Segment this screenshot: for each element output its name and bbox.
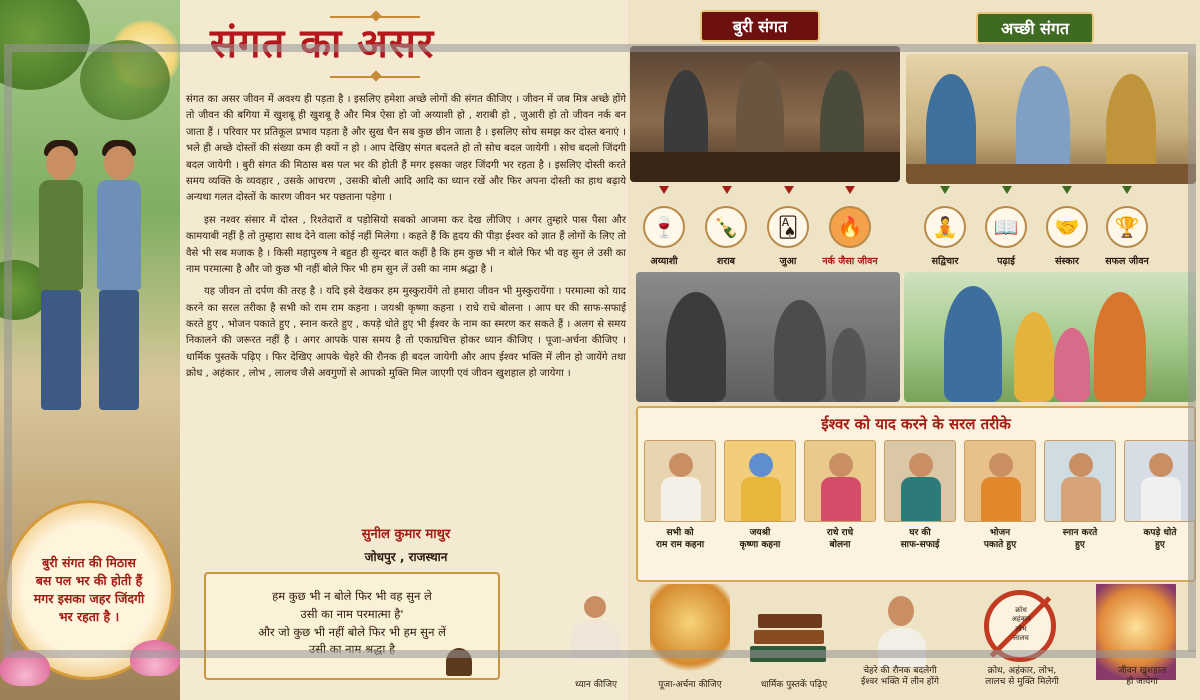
card-radhe <box>804 440 876 522</box>
good-item-label: सफल जीवन <box>1105 256 1149 267</box>
vice-word: लोभ <box>1015 624 1027 633</box>
vice-word: क्रोध <box>1015 606 1027 614</box>
vice-word: अहंकार <box>1011 615 1031 624</box>
card-krishna <box>724 440 796 522</box>
good-item-label: सद्विचार <box>931 256 959 267</box>
arrow-down-icon <box>722 186 732 194</box>
arrow-down-icon <box>845 186 855 194</box>
bottom-label: ध्यान कीजिए <box>574 680 618 690</box>
quote-line: उसी का नाम परमात्मा है' <box>300 606 404 621</box>
card-label: जयश्री कृष्णा कहना <box>739 528 781 550</box>
meditation-icon: 🧘 <box>924 206 966 248</box>
lotus-flower <box>130 640 180 676</box>
meditating-man-icon <box>556 584 636 680</box>
author-block <box>186 524 626 565</box>
overlay-frame-left <box>4 52 12 652</box>
author-name: सुनील कुमार माथुर <box>361 527 451 542</box>
good-item-label: संस्कार <box>1055 256 1079 267</box>
unhappy-family-scene <box>636 272 900 402</box>
card-label: सभी को राम राम कहना <box>655 528 705 550</box>
bottom-label: चेहरे की रौनक बदलेगी ईश्वर भक्ति में लीन होंगे <box>861 666 939 688</box>
quote-line: और जो कुछ भी नहीं बोले फिर भी हम सुन लें <box>258 624 446 639</box>
author-place: जोधपुर , राजस्थान <box>364 550 448 564</box>
arrow-down-icon <box>1002 186 1012 194</box>
card-label: कपड़े धोते हुए <box>1143 528 1177 550</box>
card-label: राधे राधे बोलना <box>826 528 854 550</box>
bad-company-scene <box>630 46 900 182</box>
bottom-label: पूजा-अर्चना कीजिए <box>658 680 722 690</box>
overlay-frame-top <box>4 44 1196 52</box>
vice-word: लालच <box>1013 634 1029 643</box>
drinking-man-icon: 🍷 <box>643 206 685 248</box>
article-paragraph: संगत का असर जीवन में अवश्य ही पड़ता है । इसलिए हमेशा अच्छे लोगों की संगत कीजिए । जीवन में जब मित्र अच्छे होंगे तो जीवन की बगिया में खुशबू ही खुशबू है और मित्र ऐसा हो जो अय्याशी हो , शराबी हो , जुआरी हो तो जीवन नर्क बन जाता हैं । परिवार पर प्रतिकूल प्रभाव पड़ता है और सुख चैन सब कुछ छीन जाता है । इसलिए सोच समझ कर दोस्त बनाएं । भले ही अच्छे दोस्तों की संख्या कम ही क्यों न हो । आप देखिए संगत बदलते हो तो सोच बदल जायेगी । सोच बदलो जिंदगी बदल जायेगी । बुरी संगत की मिठास बस पल भर की होती हैं मगर इसका जहर जिंदगी भर रहता है । इसलिए दोस्ती करते समय व्यक्ति के व्यवहार , उसके आचरण , उसकी बोली आदि आदि का ध्यान रखें और फिर अपना दोस्ती का हाथ बढ़ाये अन्यथा गलत दोस्तों के कारण जीवन भर पछताना पड़ेगा । <box>186 94 626 204</box>
bottom-label: जीवन खुशहाल हो जायेगा <box>1117 666 1167 688</box>
holy-books-icon <box>750 584 830 680</box>
fire-icon: 🔥 <box>829 206 871 248</box>
arrow-down-icon <box>784 186 794 194</box>
liquor-bottle-icon: 🍾 <box>705 206 747 248</box>
card-ram-ram <box>644 440 716 522</box>
card-bathing <box>1044 440 1116 522</box>
card-label: स्नान करते हुए <box>1062 528 1098 550</box>
good-company-banner: अच्छी संगत <box>976 12 1094 44</box>
ways-panel <box>636 406 1196 582</box>
article-paragraph: यह जीवन तो दर्पण की तरह है । यदि इसे देखकर हम मुस्कुरायेंगे तो हमारा जीवन भी मुस्कुरायेंगा । परमात्मा को याद करने का सरल तरीका है सभी को राम राम कहना । जयश्री कृष्णा कहना । राधे राधे बोलना । आप घर की साफ-सफाई करते हुए , भोजन पकाते हुए , स्नान करते हुए , कपड़े धोते हुए भी ईश्वर के नाम का स्मरण कर सकते हैं । अलग से समय निकालने की जरूरत नहीं है । अगर आपके पास समय है तो एकाग्रचित्त होकर ध्यान कीजिए । पूजा-अर्चना कीजिए । धार्मिक पुस्तकें पढ़िए । फिर देखिए आपके चेहरे की रौनक ही बदल जायेगी और आप ईश्वर भक्ति में लीन हो जायेंगे तथा क्रोध , अहंकार , लोभ , लालच जैसे अवगुणों से आपको मुक्ति मिल जाएगी एवं जीवन खुशहाल हो जायेगा । <box>186 286 626 380</box>
trophy-icon: 🏆 <box>1106 206 1148 248</box>
playing-cards-icon: 🂡 <box>767 206 809 248</box>
quote-line: हम कुछ भी न बोले फिर भी वह सुन ले <box>272 589 432 603</box>
good-item-label: पढ़ाई <box>997 256 1015 267</box>
tree-foliage <box>80 40 170 120</box>
bad-item-label: शराब <box>716 256 736 267</box>
bad-item-label: जुआ <box>779 256 797 267</box>
good-company-scene <box>906 54 1196 184</box>
bottom-label: क्रोध, अहंकार, लोभ, लालच से मुक्ति मिलेगी <box>985 666 1059 688</box>
bad-item-label: नर्क जैसा जीवन <box>822 256 878 267</box>
bad-company-banner: बुरी संगत <box>700 10 820 42</box>
card-cooking <box>964 440 1036 522</box>
article-paragraph: इस नश्वर संसार में दोस्त , रिश्तेदारों व पड़ोसियो सबको आजमा कर देख लीजिए । अगर तुम्हारे पास पैसा और कामयाबी नहीं है तो तुम्हारा साथ देने वाला कोई नहीं मिलेगा । कहते हैं कि हृदय की पीड़ा ईश्वर को ज्ञात हैं लोगों के लिए तो वैसे भी सब मजाक है । किसी महापुरुष ने बहुत ही सुन्दर बात कहीं है कि हम कुछ भी न बोले फिर भी वह सुन ले उसी का नाम परमात्मा है और जो कुछ भी नहीं बोले फिर भी हम सुन लें उसी का नाम श्रद्धा है । <box>186 214 626 275</box>
page-title <box>210 14 434 69</box>
happy-family-scene <box>904 272 1196 402</box>
overlay-frame-bottom <box>4 650 1196 658</box>
arrow-down-icon <box>1122 186 1132 194</box>
title-ornament <box>370 70 381 81</box>
arrow-down-icon <box>1062 186 1072 194</box>
card-washing-clothes <box>1124 440 1196 522</box>
card-cleaning <box>884 440 956 522</box>
arrow-down-icon <box>940 186 950 194</box>
puja-shrine-icon <box>650 584 730 680</box>
arrow-down-icon <box>659 186 669 194</box>
medallion-text: बुरी संगत की मिठास बस पल भर की होती हैं मगर इसका जहर जिंदगी भर रहता है । <box>33 554 145 625</box>
overlay-frame-right <box>1188 52 1196 652</box>
handshake-icon: 🤝 <box>1046 206 1088 248</box>
bottom-label: धार्मिक पुस्तकें पढ़िए <box>760 680 828 690</box>
open-book-icon: 📖 <box>985 206 1027 248</box>
ways-title: ईश्वर को याद करने के सरल तरीके <box>821 415 1011 433</box>
article-body <box>186 92 626 389</box>
bad-item-label: अय्याशी <box>650 256 678 267</box>
card-label: घर की साफ-सफाई <box>900 528 940 550</box>
card-label: भोजन पकाते हुए <box>983 528 1017 550</box>
